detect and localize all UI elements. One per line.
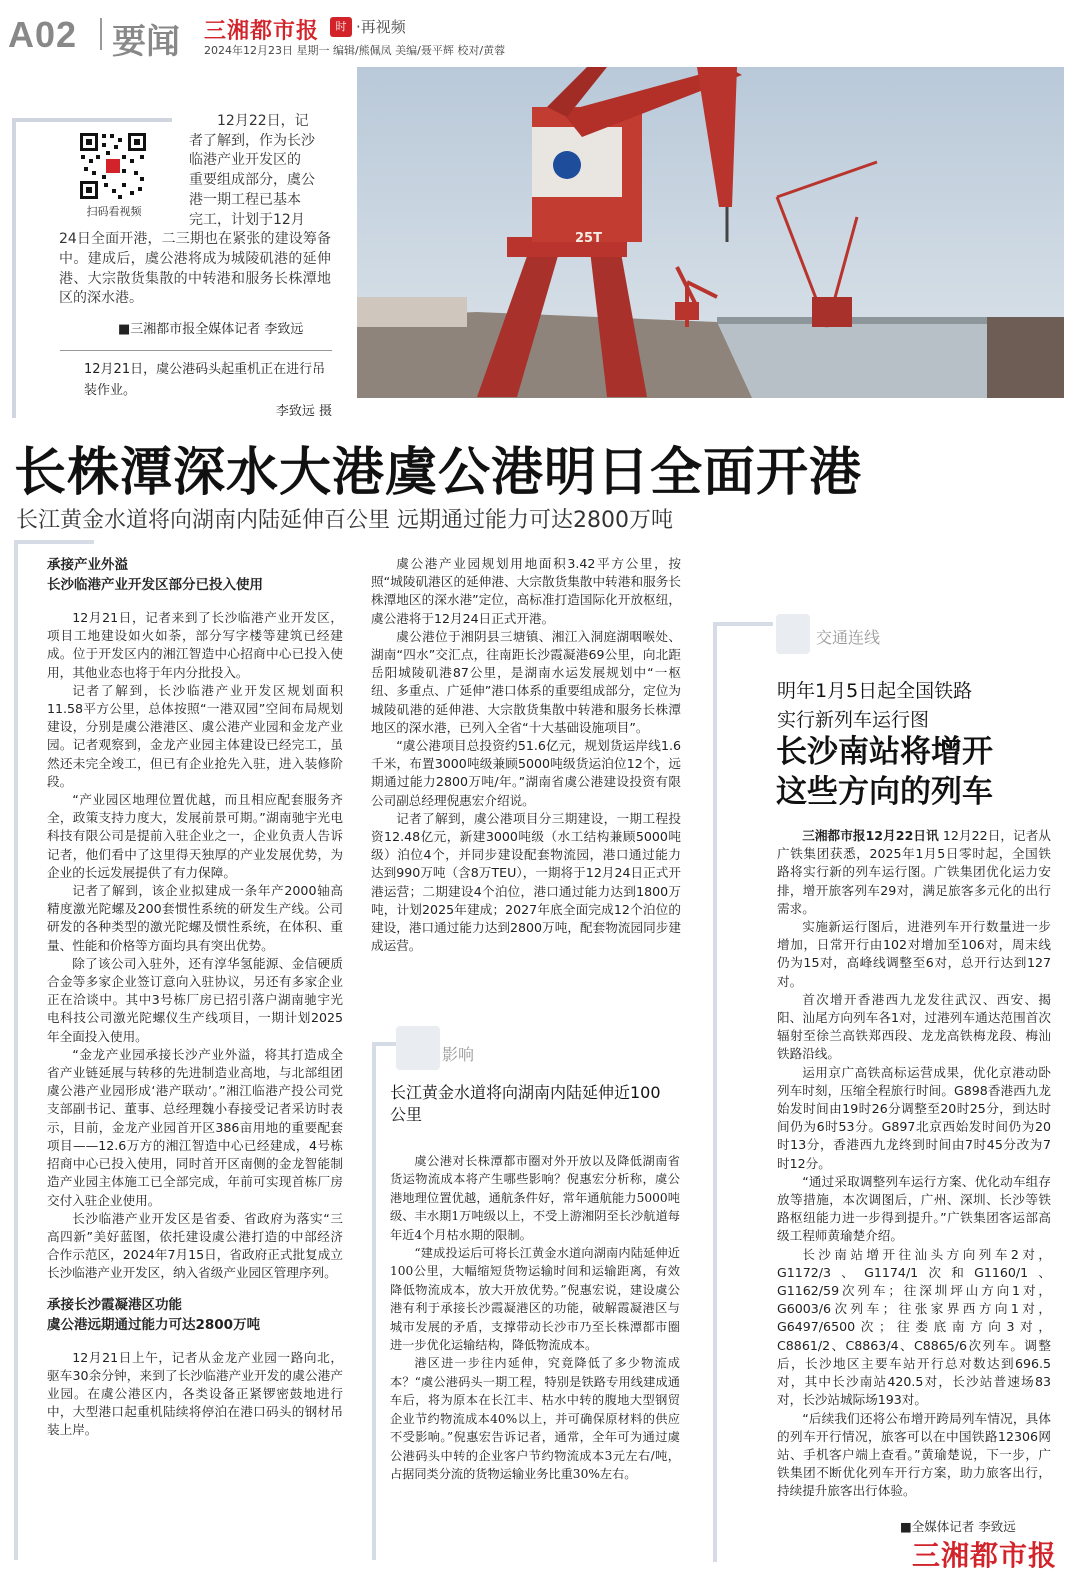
- issue-info: 2024年12月23日 星期一 编辑/熊佩凤 美编/聂平辉 校对/黄蓉: [204, 44, 506, 57]
- traffic-article: [777, 827, 1051, 1501]
- paragraph: “后续我们还将公布增开跨局列车情况，具体的列车开行情况，旅客可以在中国铁路12306网站、手机客户端上查看。”黄瑜楚说，下一步，广铁集团不断优化列车开行方案，助力旅客出行，持续提升旅客出行体验。: [777, 1410, 1051, 1499]
- influence-frame-left: [372, 1042, 376, 1560]
- caption-text: 12月21日，虞公港码头起重机正在进行吊装作业。: [84, 362, 326, 398]
- paragraph: 长沙临港产业开发区是省委、省政府为落实“三高四新”美好蓝图，依托建设虞公港打造的中部经济合作示范区，2024年7月15日，省政府正式批复成立长沙临港产业开发区，纳入省级产业园区管理序列。: [47, 1210, 343, 1281]
- dateline: 三湘都市报12月22日讯: [802, 828, 939, 843]
- port-crane-photo: [357, 67, 1064, 398]
- paragraph: “金龙产业园承接长沙产业外溢，将其打造成全省产业链延展与转移的先进制造业高地，与北部组团虞公港产业园形成‘港产联动’。”湘江临港产投公司党支部副书记、董事、总经理魏小春接受记者采访时表示，目前，金龙产业园首开区386亩用地的重要配套项目——12.6万方的湘江智造中心已经建成，4号栋招商中心已投入使用，同时首开区南侧的金龙智能制造产业园主体施工已全部完成，年前可实现首栋厂房交付入驻企业使用。: [47, 1046, 343, 1208]
- caption-divider: [60, 350, 332, 351]
- section-name: 要闻: [112, 22, 180, 62]
- paragraph: 记者了解到，虞公港项目分三期建设，一期工程投资12.48亿元，新建3000吨级（水工结构兼顾5000吨级）泊位4个，并同步建设配套物流园，港口通过能力达到990万吨（含8万TEU），一期将于12月24日正式开港运营；二期建设4个泊位，港口通过能力达到1800万吨，计划2025年建成；2027年底全面完成12个泊位的建设，港口通过能力达到2800万吨，配套物流园同步建成运营。: [371, 810, 681, 954]
- intro-line: 者了解到，作为长沙: [189, 132, 315, 149]
- paragraph: [777, 827, 1051, 918]
- crane-capacity-label: 25T: [575, 231, 602, 246]
- traffic-headline-line: 这些方向的列车: [776, 774, 993, 810]
- article-column-2: [371, 555, 681, 955]
- influence-tag-background: [396, 1026, 440, 1070]
- traffic-tag: 交通连线: [816, 628, 881, 647]
- column-frame-left: [14, 540, 18, 1560]
- traffic-tag-background: [776, 614, 810, 654]
- brand-badge-icon: 时: [330, 17, 352, 37]
- paragraph: 运用京广高铁高标运营成果，优化京港动卧列车时刻，压缩全程旅行时间。G898香港西九龙始发时间由19时26分调整至20时25分，到达时间仍为6时53分。G897北京西始发时间仍为20时13分，香港西九龙终到时间由7时45分改为7时12分。: [777, 1064, 1051, 1171]
- article-column-1: [47, 555, 343, 1440]
- section-heading-line: 虞公港远期通过能力可达2800万吨: [47, 1316, 261, 1333]
- paragraph: “虞公港项目总投资约51.6亿元，规划货运岸线1.6千米，布置3000吨级兼顾5000吨级货运泊位12个，远期通过能力2800万吨/年。”湖南省虞公港建设投资有限公司副总经理倪惠宏介绍说。: [371, 738, 681, 808]
- intro-line: 港一期工程已基本: [189, 191, 301, 208]
- intro-byline: ■三湘都市报全媒体记者 李致远: [118, 322, 304, 337]
- section-heading-2: [47, 1295, 343, 1335]
- paragraph: 12月21日上午，记者从金龙产业园一路向北，驱车30余分钟，来到了长沙临港产业开发的虞公港产业园。在虞公港区内，各类设备正紧锣密鼓地进行中，大型港口起重机陆续将停泊在港口码头的钢材吊装上岸。: [47, 1349, 343, 1438]
- paragraph: “建成投运后可将长江黄金水道向湖南内陆延伸近100公里，大幅缩短货物运输时间和运输距离，有效降低物流成本，放大开放优势。”倪惠宏说，建设虞公港有利于承接长沙霞凝港区的功能，破解霞凝港区与城市发展的矛盾，支撑带动长沙市乃至长株潭都市圈进一步优化运输结构，降低物流成本。: [390, 1246, 680, 1353]
- masthead-divider: [100, 18, 102, 50]
- section-heading-line: 承接长沙霞凝港区功能: [47, 1296, 182, 1313]
- paragraph: 长沙南站增开往汕头方向列车2对，G1172/3、G1174/1次和G1160/1、G1162/59次列车；往深圳坪山方向1对，G6003/6次列车；往张家界西方向1对，G6497/6500次；往娄底南方向3对，C8861/2、C8863/4、C8865/6次列车。调整后，长沙地区主要车站开行总对数达到696.5对，其中长沙南站420.5对，长沙站普速场83对，长沙站城际场193对。: [777, 1246, 1051, 1408]
- influence-box: [372, 1042, 680, 1560]
- intro-lead: [59, 112, 331, 309]
- traffic-kicker-line-2: 实行新列车运行图: [777, 709, 930, 731]
- intro-line: 完工，计划于12月: [189, 211, 305, 228]
- paragraph: “通过采取调整列车运行方案、优化动车组存放等措施，本次调图后，广州、深圳、长沙等铁路枢纽能力进一步得到提升。”广铁集团客运部高级工程师黄瑜楚介绍。: [777, 1173, 1051, 1244]
- intro-frame-left: [12, 118, 16, 418]
- paragraph: 虞公港位于湘阴县三塘镇、湘江入洞庭湖咽喉处、湖南“四水”交汇点，往南距长沙霞凝港69公里，向北距岳阳城陵矶港87公里，是湖南水运发展规划中“一枢纽、多重点、广延伸”港口体系的重要组成部分，定位为城陵矶港的延伸港、大宗散货集散中转港和服务长株潭地区的深水港，已列入全省“十大基础设施项目”。: [371, 628, 681, 735]
- column-frame-top: [14, 540, 94, 544]
- influence-tag: 影响: [442, 1045, 475, 1064]
- paragraph: 港区进一步往内延伸，究竟降低了多少物流成本？“虞公港码头一期工程，特别是铁路专用线建成通车后，将为原本在长江丰、枯水中转的腹地大型钢贸企业节约物流成本40%以上，并可确保原材料的供应不受影响。”倪惠宏告诉记者，通常，全年可为通过虞公港码头中转的企业客户节约物流成本3元左右/吨，占据同类分流的货物运输业务比重30%左右。: [390, 1356, 680, 1481]
- traffic-frame-left: [713, 622, 717, 1562]
- intro-line: 重要组成部分，虞公: [189, 172, 315, 189]
- section-heading-1: [47, 555, 343, 595]
- traffic-byline: ■全媒体记者 李致远: [900, 1519, 1016, 1534]
- section-heading-line: 承接产业外溢: [47, 557, 128, 573]
- sub-headline: 长江黄金水道将向湖南内陆延伸百公里 远期通过能力可达2800万吨: [16, 508, 673, 533]
- paragraph: 除了该公司入驻外，还有淳华氢能源、金信硬质合金等多家企业签订意向入驻协议，另还有多家企业正在洽谈中。其中3号栋厂房已招引落户湖南驰宇光电科技公司激光陀螺仪生产线项目，一期计划2025年全面投入使用。: [47, 955, 343, 1044]
- masthead: [0, 0, 1080, 62]
- newspaper-logo: 三湘都市报: [204, 18, 320, 44]
- influence-title: 长江黄金水道将向湖南内陆延伸近100公里: [390, 1083, 661, 1124]
- traffic-kicker-line-1: 明年1月5日起全国铁路: [777, 680, 973, 702]
- traffic-headline: [776, 732, 1056, 812]
- main-headline: 长株潭深水大港虞公港明日全面开港: [14, 443, 863, 503]
- traffic-frame-top: [713, 622, 773, 626]
- paragraph: 虞公港产业园规划用地面积3.42平方公里，按照“城陵矶港区的延伸港、大宗散货集散中转港和服务长株潭地区的深水港”定位，高标准打造国际化开放枢纽，虞公港将于12月24日正式开港。: [371, 556, 681, 626]
- paragraph: 12月21日，记者来到了长沙临港产业开发区，项目工地建设如火如荼，部分写字楼等建筑已经建成。位于开发区内的湘江智造中心招商中心已投入使用，其他业态也将于年内分批投入。: [47, 610, 343, 680]
- paragraph-text: 12月22日，记者从广铁集团获悉，2025年1月5日零时起，全国铁路将实行新的列车运行图。广铁集团优化运力安排，增开旅客列车29对，满足旅客多元化的出行需求。: [777, 828, 1051, 916]
- influence-body: [390, 1152, 680, 1483]
- brand-video-label: ·再视频: [356, 18, 406, 36]
- footer-newspaper-logo: 三湘都市报: [912, 1539, 1058, 1572]
- paragraph: “产业园区地理位置优越，而且相应配套服务齐全，政策支持力度大，发展前景可期。”湖南驰宇光电科技有限公司是提前入驻企业之一，企业负责人告诉记者，他们看中了这里得天独厚的产业发展优势，为企业的长远发展提供了有力保障。: [47, 792, 343, 880]
- intro-paragraph-rest: 24日全面开港，二三期也在紧张的建设筹备中。建成后，虞公港将成为城陵矶港的延伸港、大宗散货集散的中转港和服务长株潭地区的深水港。: [59, 231, 331, 307]
- intro-line: 12月22日，记: [217, 113, 309, 129]
- paragraph: 记者了解到，该企业拟建成一条年产2000轴高精度激光陀螺及200套惯性系统的研发生产线。公司研发的各种类型的激光陀螺及惯性系统，在体积、重量、性能和价格等方面均具有突出优势。: [47, 883, 343, 953]
- section-heading-line: 长沙临港产业开发区部分已投入使用: [47, 577, 263, 593]
- page-number: A02: [8, 14, 78, 55]
- qr-code-label: 扫码看视频: [86, 205, 142, 218]
- intro-line: 临港产业开发区的: [189, 152, 301, 169]
- paragraph: 虞公港对长株潭都市圈对外开放以及降低湖南省货运物流成本将产生哪些影响？倪惠宏分析称，虞公港地理位置优越，通航条件好，常年通航能力5000吨级、丰水期1万吨级以上，不受上游湘阴至长沙航道每年近4个月枯水期的限制。: [390, 1154, 680, 1242]
- paragraph: 首次增开香港西九龙发往武汉、西安、揭阳、汕尾方向列车各1对，过港列车通达范围首次辐射至徐兰高铁郑西段、龙龙高铁梅龙段、梅汕铁路沿线。: [777, 991, 1051, 1062]
- paragraph: 记者了解到，长沙临港产业开发区规划面积11.58平方公里，总体按照“一港双园”空间布局规划建设，分别是虞公港港区、虞公港产业园和金龙产业园。记者观察到，金龙产业园主体建设已经完工，虽然还未完全竣工，但已有企业抢先入驻，进入装修阶段。: [47, 682, 343, 789]
- photo-credit: 李致远 摄: [275, 404, 332, 419]
- paragraph: 实施新运行图后，进港列车开行数量进一步增加，日常开行由102对增加至106对，周末线仍为15对，高峰线调整至6对，总开行达到127对。: [777, 919, 1051, 989]
- traffic-headline-line: 长沙南站将增开: [776, 734, 993, 770]
- photo-caption: [84, 359, 334, 422]
